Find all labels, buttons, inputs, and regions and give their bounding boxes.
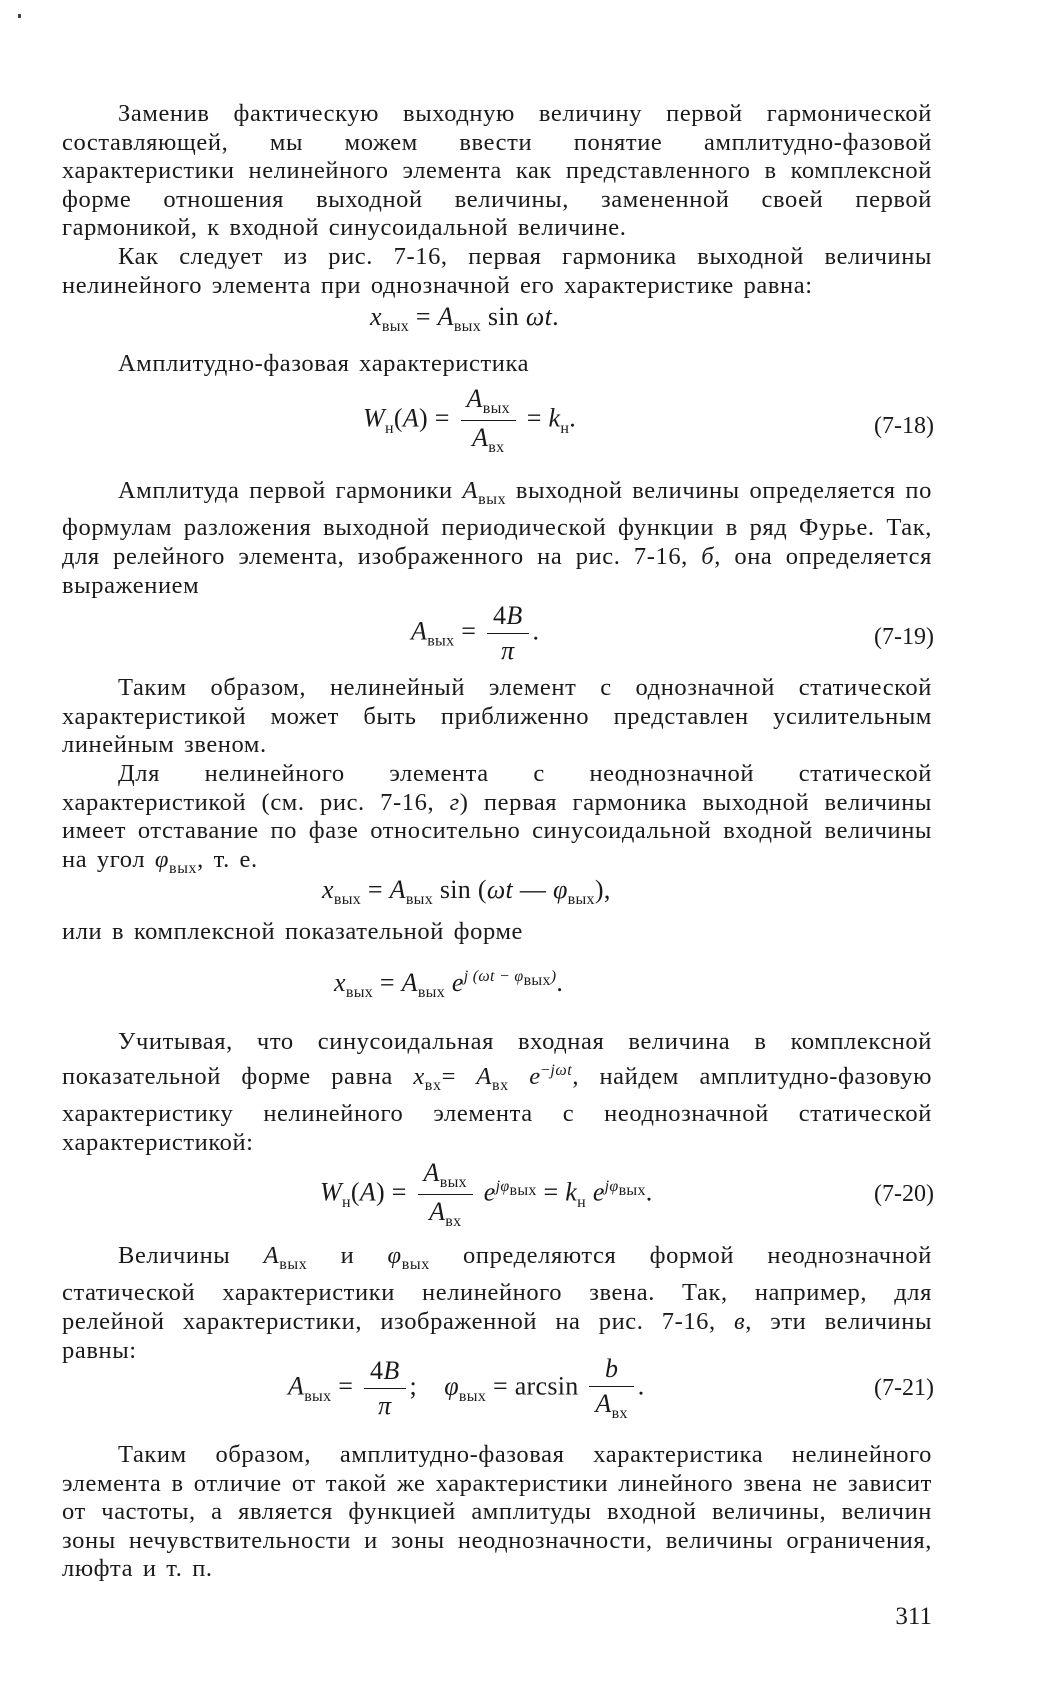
equation-c: $x_{вых} = A_{вых}$ $e^{j (\omega t - \varphi_{вых})}$. — [334, 968, 564, 1002]
equation-number-7-20: (7-20) — [874, 1181, 934, 1207]
equation-b: $x_{вых} = A_{вых}$ sin (ωt — $\varphi_{вых}$), — [322, 875, 611, 909]
paragraph-3: Амплитудно-фазовая характеристика — [118, 350, 530, 377]
equation-number-7-19: (7-19) — [874, 624, 934, 650]
equation-7-18: $W_н(A)$ = $\frac{A_{вых}}{A_{вх}}$ = $k_н$. — [363, 384, 577, 457]
equation-number-7-18: (7-18) — [874, 413, 934, 439]
paragraph-9: Величины $A_{вых}$ и $\varphi_{вых}$ определяются формой неоднозначной статической характеристики нелинейного звена. Так, например, для релейной характеристики, изображенной на рис. 7-16, в, эти величины равны: — [62, 1242, 933, 1364]
paragraph-2: Как следует из рис. 7-16, первая гармоника выходной величины нелинейного элемента при однозначной его характеристике равна: — [62, 243, 932, 299]
equation-a: $x_{вых} = A_{вых}$ sin ωt. — [370, 302, 559, 336]
equation-7-19: $A_{вых}$ = $\frac{4B}{\pi}$ . — [411, 601, 540, 665]
scan-speck — [18, 14, 21, 18]
paragraph-1: Заменив фактическую выходную величину первой гармонической составляющей, мы можем ввести понятие амплитудно-фазовой характеристики нелинейного элемента как представленного в комплексной форме отношения выходной величины, замененной своей первой гармоникой, к входной синусоидальной величине. — [62, 100, 932, 242]
page-number: 311 — [895, 1603, 932, 1630]
paragraph-7: или в комплексной показательной форме — [62, 918, 524, 945]
paragraph-6: Для нелинейного элемента с неоднозначной статической характеристикой (см. рис. 7-16, г) первая гармоника выходной величины имеет отставание по фазе относительно синусоидальной входной величины на угол $\varphi_{вых}$, т. е. — [62, 760, 932, 877]
equation-number-7-21: (7-21) — [874, 1375, 934, 1401]
paragraph-10: Таким образом, амплитудно-фазовая характеристика нелинейного элемента в отличие от такой же характеристики линейного звена не зависит от частоты, а является функцией амплитуды входной величины, величин зоны нечувствительности и зоны неоднозначности, величины ограничения, люфта и т. п. — [62, 1441, 932, 1583]
paragraph-5: Таким образом, нелинейный элемент с однозначной статической характеристикой может быть приближенно представлен усилительным линейным звеном. — [62, 674, 932, 759]
equation-7-21: $A_{вых}$ = $\frac{4B}{\pi}$ ; $\varphi_{вых} = \arcsin$ $\frac{b}{A_{вх}}$ . — [288, 1354, 645, 1423]
equation-7-20: $W_н(A)$ = $\frac{A_{вых}}{A_{вх}}$ $e^{j\varphi_{вых}} = k_н$ $e^{j\varphi_{вых}}$. — [320, 1158, 653, 1231]
paragraph-4: Амплитуда первой гармоники $A_{вых}$ выходной величины определяется по формулам разложения выходной периодической функции в ряд Фурье. Так, для релейного элемента, изображенного на рис. 7-16, б, она определяется выражением — [62, 477, 932, 599]
paragraph-8: Учитывая, что синусоидальная входная величина в комплексной показательной форме равна $x_{вх}= A_{вх}$ $e^{-j\omega t}$, найдем амплитудно-фазовую характеристику нелинейного элемента с неоднозначной статической характеристикой: — [62, 1028, 932, 1156]
